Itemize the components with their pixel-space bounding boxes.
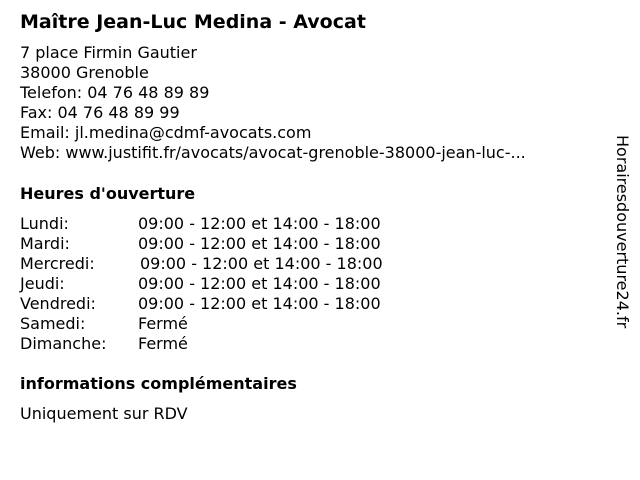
page-title: Maître Jean-Luc Medina - Avocat [20,11,366,33]
day-label: Lundi: [20,214,69,233]
day-label: Dimanche: [20,334,107,353]
day-label: Mercredi: [20,254,95,273]
website-link: Web: www.justifit.fr/avocats/avocat-grenoble-38000-jean-luc-... [20,143,526,162]
hours-row-tuesday [20,234,440,254]
email-address: Email: jl.medina@cdmf-avocats.com [20,123,312,142]
hours-heading: Heures d'ouverture [20,184,196,203]
opening-time: 09:00 - 12:00 et 14:00 - 18:00 [138,214,381,233]
opening-time: 09:00 - 12:00 et 14:00 - 18:00 [140,254,383,273]
fax-number: Fax: 04 76 48 89 99 [20,103,180,122]
opening-time: 09:00 - 12:00 et 14:00 - 18:00 [138,294,381,313]
opening-time: Fermé [138,334,188,353]
street-address: 7 place Firmin Gautier [20,43,197,62]
day-label: Vendredi: [20,294,96,313]
hours-row-monday [20,214,440,234]
watermark-text: Horairesdouverture24.fr [613,135,632,329]
opening-time: Fermé [138,314,188,333]
day-label: Mardi: [20,234,70,253]
hours-row-friday [20,294,440,314]
hours-row-saturday [20,314,440,334]
hours-table [20,214,440,354]
city-address: 38000 Grenoble [20,63,149,82]
contact-block [20,43,526,163]
hours-row-thursday [20,274,440,294]
opening-time: 09:00 - 12:00 et 14:00 - 18:00 [138,234,381,253]
phone-number: Telefon: 04 76 48 89 89 [20,83,210,102]
hours-row-sunday [20,334,440,354]
day-label: Jeudi: [20,274,65,293]
info-heading: informations complémentaires [20,374,297,393]
day-label: Samedi: [20,314,86,333]
opening-time: 09:00 - 12:00 et 14:00 - 18:00 [138,274,381,293]
watermark [612,135,632,370]
hours-row-wednesday [20,254,440,274]
info-text: Uniquement sur RDV [20,404,188,423]
